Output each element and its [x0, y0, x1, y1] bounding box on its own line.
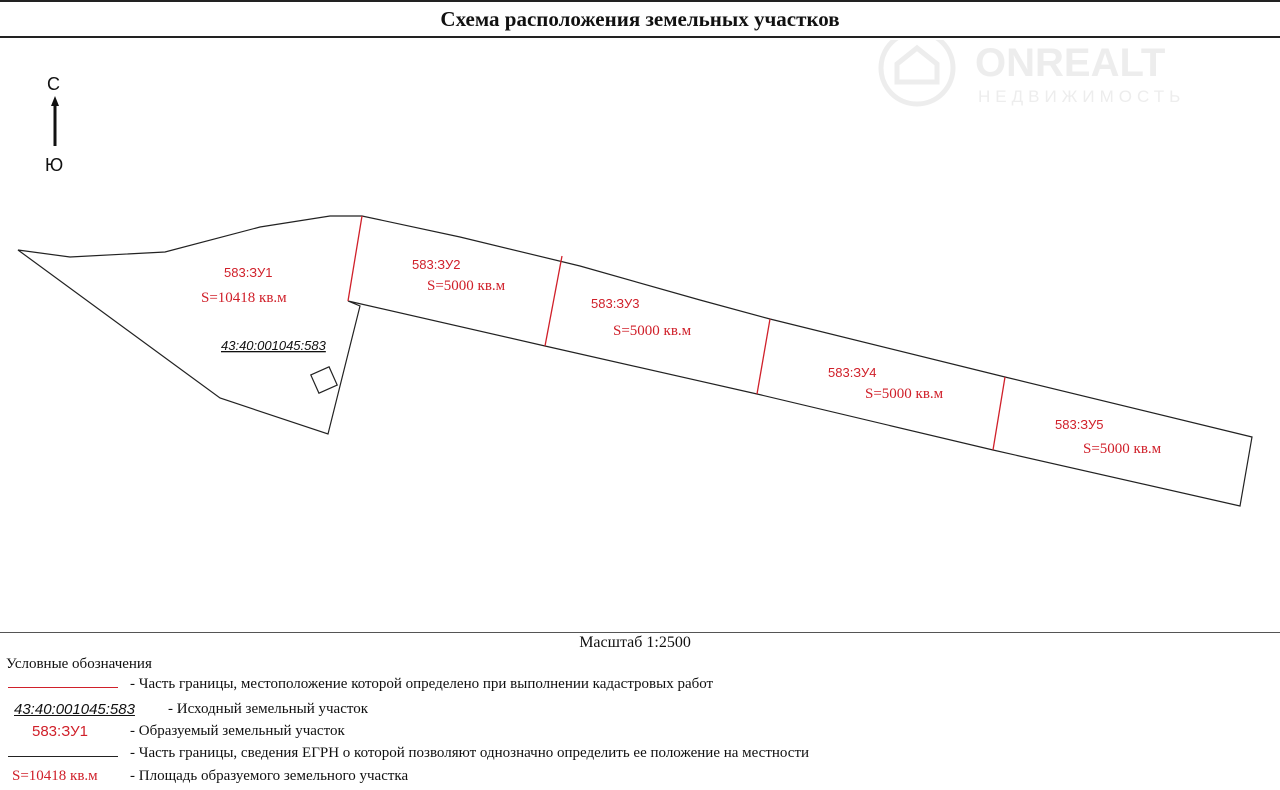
plot-zu1-area: S=10418 кв.м: [201, 290, 287, 306]
boundary-zu2-zu3: [545, 256, 562, 346]
legend-symbol-parcel: 43:40:001045:583: [14, 701, 135, 718]
plot-zu4-area: S=5000 кв.м: [865, 386, 944, 402]
watermark-sub: НЕДВИЖИМОСТЬ: [978, 87, 1186, 106]
plot-zu3-area: S=5000 кв.м: [613, 323, 692, 339]
plot-zu4-label: 583:ЗУ4: [828, 365, 877, 380]
scale-label: Масштаб 1:2500: [579, 634, 691, 651]
plot-zu1-label: 583:ЗУ1: [224, 265, 273, 280]
red-line-icon: [8, 687, 118, 688]
boundary-zu1-zu2: [348, 216, 362, 301]
watermark: [881, 40, 1185, 106]
legend-description: - Площадь образуемого земельного участка: [130, 768, 409, 784]
legend-item-source-parcel: [0, 701, 1280, 723]
legend-symbol-plot: 583:ЗУ1: [32, 723, 88, 740]
plot-zu2-label: 583:ЗУ2: [412, 257, 461, 272]
source-parcel-boundary: [18, 216, 1252, 506]
boundary-zu4-zu5: [993, 377, 1005, 450]
watermark-brand: ONREALT: [975, 41, 1166, 85]
plot-zu2-area: S=5000 кв.м: [427, 278, 506, 294]
map-canvas: [0, 40, 1280, 632]
legend-title: Условные обозначения: [6, 656, 152, 672]
map-area: [0, 40, 1280, 632]
legend-description: - Часть границы, местоположение которой определено при выполнении кадастровых работ: [130, 676, 714, 692]
plot-zu5-area: S=5000 кв.м: [1083, 441, 1162, 457]
plot-zu3-label: 583:ЗУ3: [591, 296, 640, 311]
source-parcel-label: 43:40:001045:583: [221, 338, 326, 353]
legend-item-new-plot: [0, 723, 1280, 745]
compass-arrowhead-icon: [51, 96, 59, 106]
legend-description: - Образуемый земельный участок: [130, 723, 345, 739]
compass: [45, 74, 63, 175]
plot-zu5-label: 583:ЗУ5: [1055, 417, 1104, 432]
boundary-zu3-zu4: [757, 319, 770, 394]
watermark-logo-house: [897, 48, 937, 82]
black-line-icon: [8, 756, 118, 757]
legend-item-surveyed-boundary: [0, 676, 1280, 698]
compass-north-label: С: [47, 74, 60, 94]
legend-description: - Исходный земельный участок: [168, 701, 368, 717]
legend-item-egrn-boundary: [0, 745, 1280, 767]
building-marker: [311, 367, 337, 393]
legend-description: - Часть границы, сведения ЕГРН о которой позволяют однозначно определить ее положение на местности: [130, 745, 810, 761]
scale-divider: [0, 632, 1280, 633]
legend-item-area: [0, 768, 1280, 790]
map-title: Схема расположения земельных участков: [0, 0, 1280, 38]
compass-south-label: Ю: [45, 155, 64, 175]
legend-symbol-area: S=10418 кв.м: [12, 768, 98, 784]
